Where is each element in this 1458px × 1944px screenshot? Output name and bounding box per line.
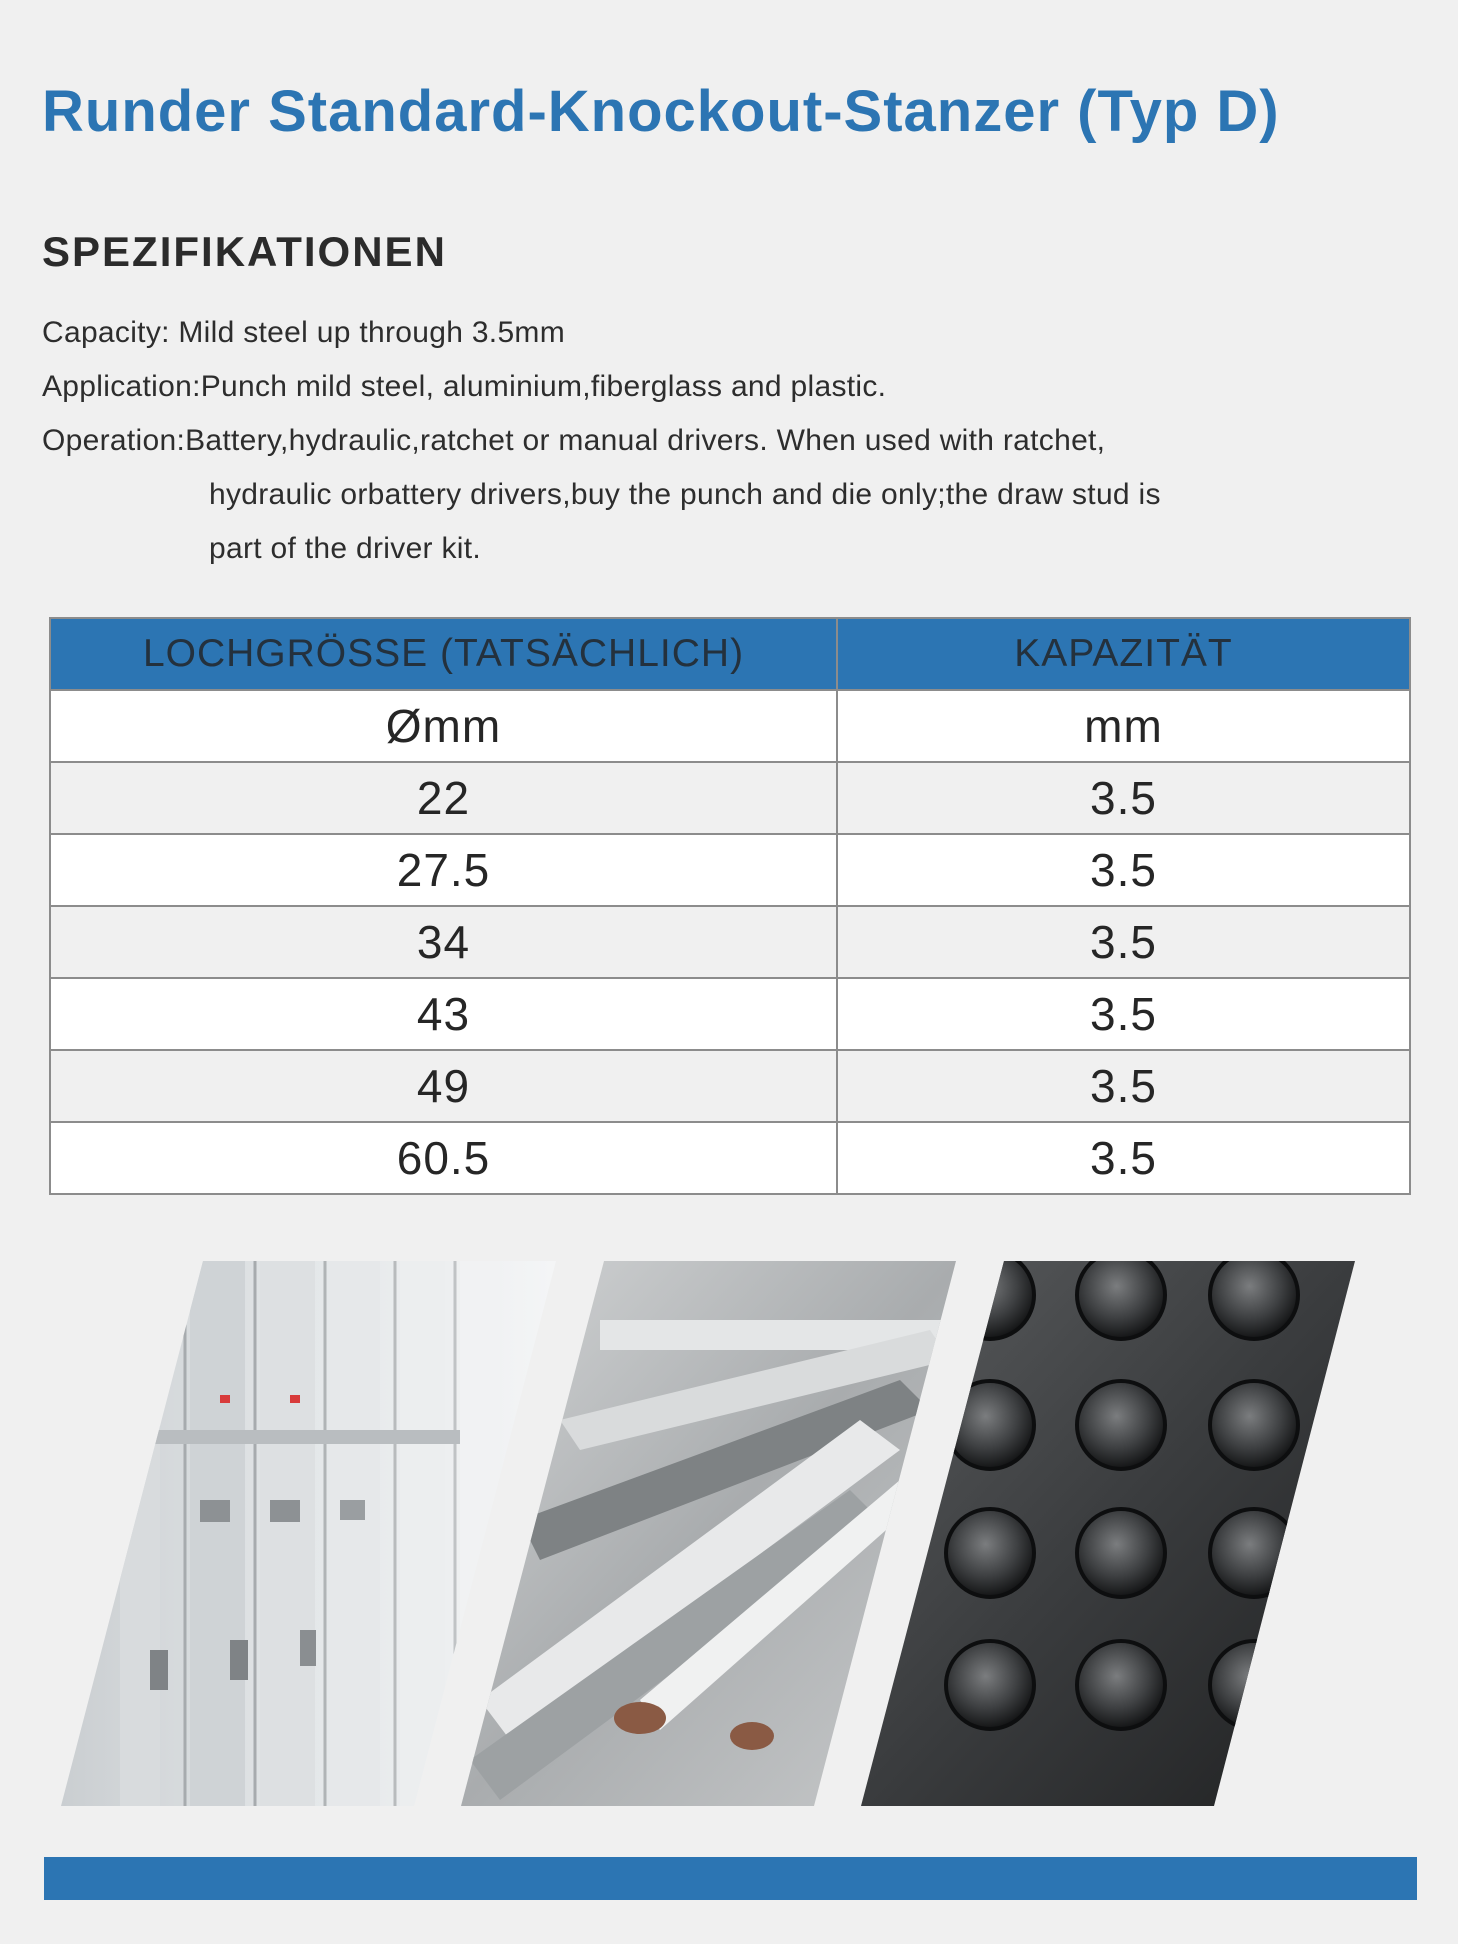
spec-operation-continued: hydraulic orbattery drivers,buy the punch and die only;the draw stud is (209, 478, 1161, 511)
table-row (50, 978, 1410, 1050)
spec-operation: Operation:Battery,hydraulic,ratchet or manual drivers. When used with ratchet, (42, 424, 1106, 457)
cell-capacity: 3.5 (837, 906, 1410, 978)
table-row-units (50, 690, 1410, 762)
table-row (50, 1122, 1410, 1194)
cell-hole-size: 34 (50, 906, 837, 978)
table-row (50, 762, 1410, 834)
spec-application: Application:Punch mild steel, aluminium,fiberglass and plastic. (42, 370, 887, 403)
section-heading: SPEZIFIKATIONEN (42, 228, 447, 275)
column-header-hole-size: LOCHGRÖSSE (TATSÄCHLICH) (50, 618, 837, 690)
spec-capacity: Capacity: Mild steel up through 3.5mm (42, 316, 566, 349)
table-header-row (50, 618, 1410, 690)
table-row (50, 834, 1410, 906)
cell-hole-size: 60.5 (50, 1122, 837, 1194)
application-photos (0, 1258, 1458, 1808)
cell-capacity: 3.5 (837, 762, 1410, 834)
column-header-capacity: KAPAZITÄT (837, 618, 1410, 690)
spec-operation-continued: part of the driver kit. (209, 532, 482, 565)
cell-capacity: 3.5 (837, 1122, 1410, 1194)
unit-capacity: mm (837, 690, 1410, 762)
unit-hole-size: Ømm (50, 690, 837, 762)
table-row (50, 906, 1410, 978)
cell-hole-size: 49 (50, 1050, 837, 1122)
cell-capacity: 3.5 (837, 978, 1410, 1050)
cell-hole-size: 43 (50, 978, 837, 1050)
cell-capacity: 3.5 (837, 834, 1410, 906)
cell-capacity: 3.5 (837, 1050, 1410, 1122)
footer-bar (44, 1857, 1417, 1900)
page-title: Runder Standard-Knockout-Stanzer (Typ D) (42, 79, 1280, 144)
cell-hole-size: 27.5 (50, 834, 837, 906)
table-row (50, 1050, 1410, 1122)
specifications-table (49, 617, 1411, 1195)
cell-hole-size: 22 (50, 762, 837, 834)
